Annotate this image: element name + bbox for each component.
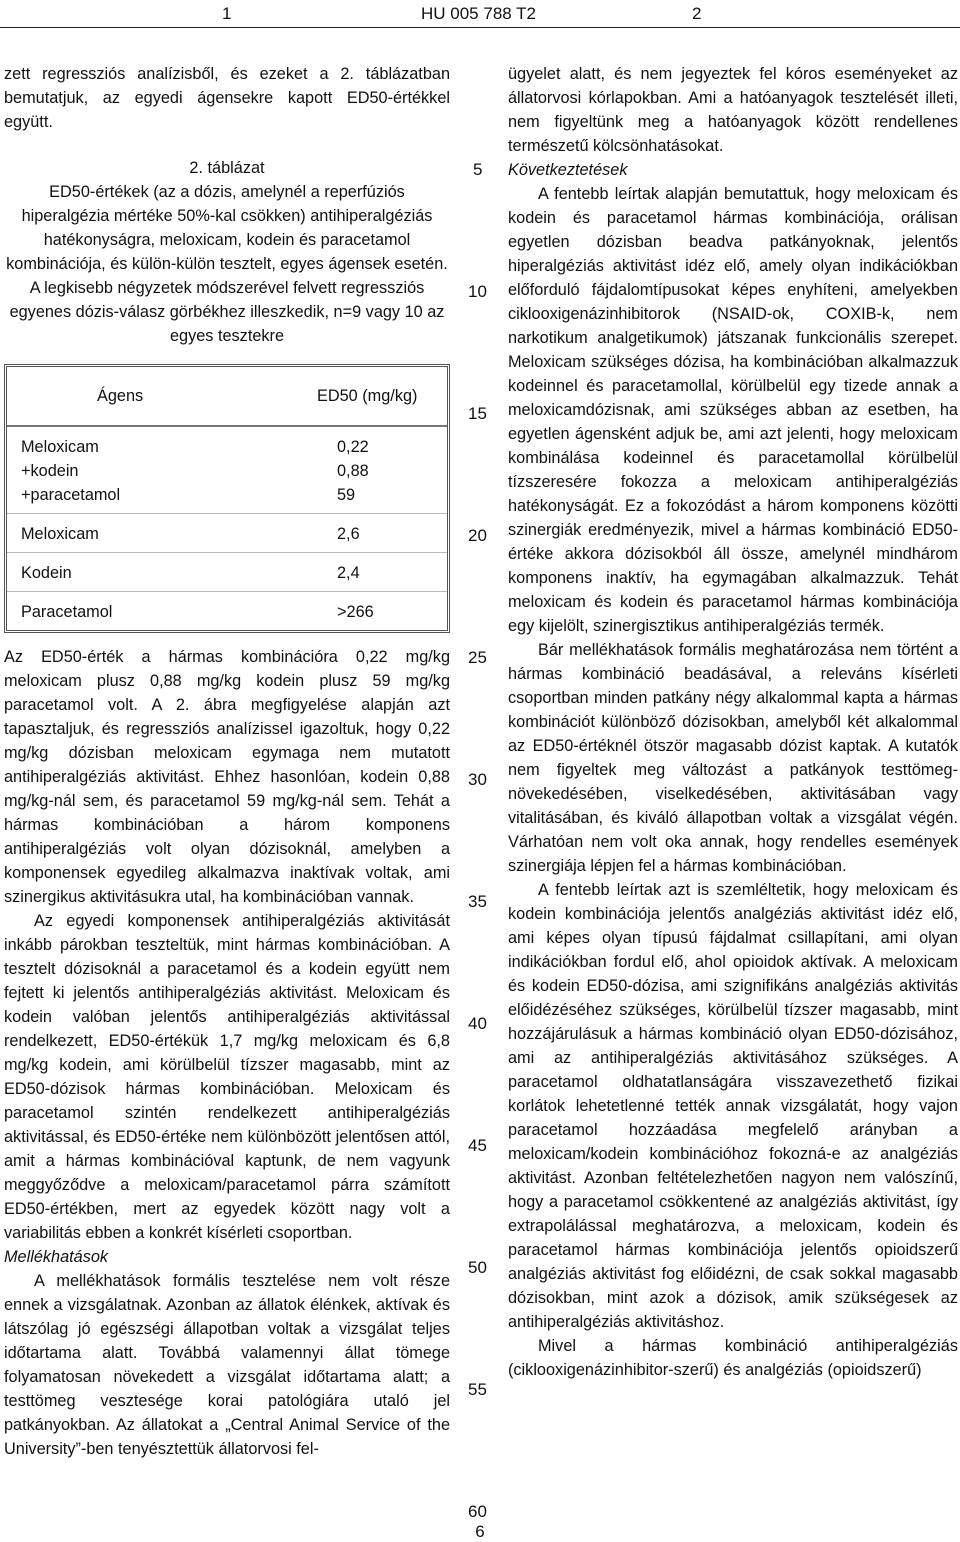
line-number: 15	[468, 404, 487, 423]
left-intro-paragraph: zett regressziós analízisből, és ezeket a 2. táblázatban bemutatjuk, az egyedi ágensekre kapott ED50-értékkel együtt.	[4, 65, 450, 131]
line-number: 35	[468, 892, 487, 911]
ed50-value: 0,22	[337, 438, 369, 456]
table-header-ed50: ED50 (mg/kg)	[317, 387, 418, 405]
agent-name: Meloxicam	[21, 438, 99, 456]
line-number: 20	[468, 526, 487, 545]
ed50-value: >266	[337, 603, 374, 621]
right-intro-paragraph: ügyelet alatt, és nem jegyeztek fel kóros eseményeket az állatorvosi kórlapokban. Ami a hatóanyagok tesztelését illeti, nem figyeltünk meg a hatóanyagok között rendellenes természetű kölcsönhatásokat.	[508, 65, 958, 155]
table-row	[7, 514, 447, 553]
table-cell-ed50	[337, 427, 369, 513]
table-cell-ed50	[337, 553, 360, 591]
line-number: 60	[468, 1502, 487, 1521]
agent-name: Paracetamol	[21, 603, 113, 621]
right-column	[508, 62, 958, 1382]
line-number: 55	[468, 1380, 487, 1399]
ed50-table	[4, 364, 450, 633]
table-cell-ed50	[337, 514, 360, 552]
table-row	[7, 553, 447, 592]
header-patent-number: HU 005 788 T2	[421, 4, 536, 23]
ed50-value: 0,88	[337, 462, 369, 480]
agent-name: Kodein	[21, 564, 72, 582]
table-row	[7, 592, 447, 630]
page-header	[0, 0, 960, 26]
left-column	[4, 62, 450, 1461]
header-page-right: 2	[692, 4, 702, 23]
table-cell-agent	[7, 427, 337, 513]
table-caption	[4, 156, 450, 348]
table-header-agent: Ágens	[97, 387, 144, 405]
ed50-value: 2,4	[337, 564, 360, 582]
ed50-value: 2,6	[337, 525, 360, 543]
right-paragraph-3: A fentebb leírtak azt is szemléltetik, hogy meloxicam és kodein kombinációja jelentős analgéziás aktivitást idéz elő, ami képes olyan típusú fájdalmat csillapítani, ami olyan indikációkban fordul elő, ahol opioidok aktívak. A meloxicam és kodein ED50-dózisa, ami szignifikáns analgéziás aktivitás előidézéséhez szükséges, körülbelül tízszer magasabb, mint hozzájárulásuk a hármas kombináció olyan ED50-dózisához, ami az antihiperalgéziás aktivitásához szükséges. A paracetamol oldhatatlanságára visszavezethető fizikai korlátok lehetetlenné tették annak vizsgálatát, hogy vajon paracetamol hozzáadása megfelelő arányban a meloxicam/kodein kombinációhoz fokozná-e az analgéziás aktivitást. Azonban feltételezhetően nagyon nem valószínű, hogy a paracetamol csökkentené az analgéziás aktivitást, így extrapolálással meghatározva, a meloxicam, kodein és paracetamol hármas kombinációja jelentős opioidszerű analgéziás aktivitást fog előidézni, de csak sokkal magasabb dózisokban, mint azok a dózisok, amik szükségesek az antihiperalgéziás aktivitáshoz.	[508, 881, 958, 1331]
right-paragraph-2: Bár mellékhatások formális meghatározása nem történt a hármas kombináció beadásával, a releváns kísérleti csoportban minden patkány négy alkalommal kapta a hármas kombinációt különböző dózisokban, amelyből két alkalommal az ED50-értéknél ötször magasabb dózist kaptak. A kutatók nem figyeltek meg változást a patkányok testtömeg-növekedésében, viselkedésében, aktivitásában vagy vitalitásában, és kiváló állapotban voltak a vizsgálat végén. Várhatóan nem volt oka annak, hogy rendelles események szinergiája lépjen fel a hármas kombinációban.	[508, 641, 958, 875]
agent-name: Meloxicam	[21, 525, 99, 543]
agent-name: +kodein	[21, 462, 79, 480]
page-footer-number: 6	[475, 1522, 485, 1541]
table-header	[7, 367, 447, 427]
table-body	[7, 427, 447, 630]
agent-name: +paracetamol	[21, 486, 121, 504]
line-number: 5	[473, 160, 483, 179]
right-paragraph-1: A fentebb leírtak alapján bemutattuk, hogy meloxicam és kodein és paracetamol hármas kombinációja, orálisan egyetlen dózisban beadva patkányoknak, jelentős hiperalgéziás aktivitást idéz elő, amely olyan indikációkban előforduló fájdalomtípusokat képes enyhíteni, amelyekben ciklooxigenázinhibitorok (NSAID-ok, COXIB-k, nem narkotikum analgetikumok) játszanak funkcionális szerepet. Meloxicam szükséges dózisa, ha kombinációban alkalmazzuk kodeinnel és paracetamollal, körülbelül egy tizede annak a meloxicamdózisnak, ami szükséges abban az esetben, ha egyetlen ágensként adjuk be, ami azt jelenti, hogy meloxicam kombinálása kodeinnel és paracetamollal körülbelül tízszeresére fokozza a meloxicam antihiperalgéziás hatékonyságát. Ez a fokozódást a három komponens közötti szinergiák eredményezik, mivel a hármas kombináció ED50-értéke akkora dózisokból áll össze, amelynél mindhárom komponens inaktív, ha egymagában alkalmazzuk. Tehát meloxicam és kodein és paracetamol hármas kombinációja egy kijelölt, szinergisztikus antihiperalgéziás termék.	[508, 185, 958, 635]
left-paragraph-2: Az egyedi komponensek antihiperalgéziás aktivitását inkább párokban teszteltük, mint hármas kombinációban. A tesztelt dózisoknál a paracetamol és a kodein együtt nem fejtett ki jelentős antihiperalgéziás aktivitást. Meloxicam és kodein valóban jelentős antihiperalgéziás aktivitással rendelkezett, ED50-értékük 1,7 mg/kg meloxicam és 6,8 mg/kg kodein, ami körülbelül tízszer magasabb, mint az ED50-dózisok hármas kombinációban. Meloxicam és paracetamol szintén rendelkezett antihiperalgéziás aktivitással, és ED50-értéke nem különbözött jelentősen attól, amit a hármas kombinációval kaptunk, de nem vagyunk meggyőződve a meloxicam/paracetamol párra számított ED50-értékben, mert az egyedek között nagy volt a variabilitás ebben a konkrét kísérleti csoportban.	[4, 912, 450, 1242]
table-title: ED50-értékek (az a dózis, amelynél a reperfúziós hiperalgézia mértéke 50%-kal csökken) antihiperalgéziás hatékonyságra, meloxicam, kodein és paracetamol kombinációja, és külön-külön tesztelt, egyes ágensek esetén. A legkisebb négyzetek módszerével felvett regressziós egyenes dózis-válasz görbékhez illeszkedik, n=9 vagy 10 az egyes tesztekre	[6, 183, 448, 345]
line-number: 45	[468, 1136, 487, 1155]
line-number: 30	[468, 770, 487, 789]
table-cell-agent	[7, 553, 337, 591]
line-number: 25	[468, 648, 487, 667]
conclusions-heading: Következtetések	[508, 161, 628, 179]
right-paragraph-4: Mivel a hármas kombináció antihiperalgéziás (ciklooxigenázinhibitor-szerű) és analgéziás (opioidszerű)	[508, 1337, 958, 1379]
table-row	[7, 427, 447, 514]
header-page-left: 1	[222, 4, 232, 23]
line-number: 10	[468, 282, 487, 301]
line-number: 50	[468, 1258, 487, 1277]
side-effects-heading: Mellékhatások	[4, 1248, 109, 1266]
line-number: 40	[468, 1014, 487, 1033]
header-divider	[0, 27, 960, 28]
left-paragraph-1: Az ED50-érték a hármas kombinációra 0,22 mg/kg meloxicam plusz 0,88 mg/kg kodein plusz 59 mg/kg paracetamol volt. A 2. ábra megfigyelése alapján azt tapasztaljuk, és regressziós analízissel igazoltuk, hogy 0,22 mg/kg dózisban meloxicam egymaga nem mutatott antihiperalgéziás aktivitást. Ehhez hasonlóan, kodein 0,88 mg/kg-nál sem, és paracetamol 59 mg/kg-nál sem. Tehát a hármas kombinációban a három komponens antihiperalgéziás volt olyan dózisoknál, amelyben a komponensek egyedileg alkalmazva inaktívak voltak, ami szinergikus aktivitásukra utal, ha kombinációban vannak.	[4, 648, 450, 906]
table-cell-agent	[7, 592, 337, 630]
table-label: 2. táblázat	[189, 159, 265, 177]
table-cell-agent	[7, 514, 337, 552]
ed50-value: 59	[337, 486, 356, 504]
table-cell-ed50	[337, 592, 374, 630]
side-effects-paragraph: A mellékhatások formális tesztelése nem volt része ennek a vizsgálatnak. Azonban az állatok élénkek, aktívak és látszólag jó egészségi állapotban voltak a vizsgálat teljes időtartama alatt. Továbbá valamennyi állat tömege folyamatosan növekedett a vizsgálat időtartama alatt; a testtömeg vesztesége korai patológiára utaló jel patkányokban. Az állatokat a „Central Animal Service of the University”-ben tenyésztettük állatorvosi fel-	[4, 1272, 450, 1458]
